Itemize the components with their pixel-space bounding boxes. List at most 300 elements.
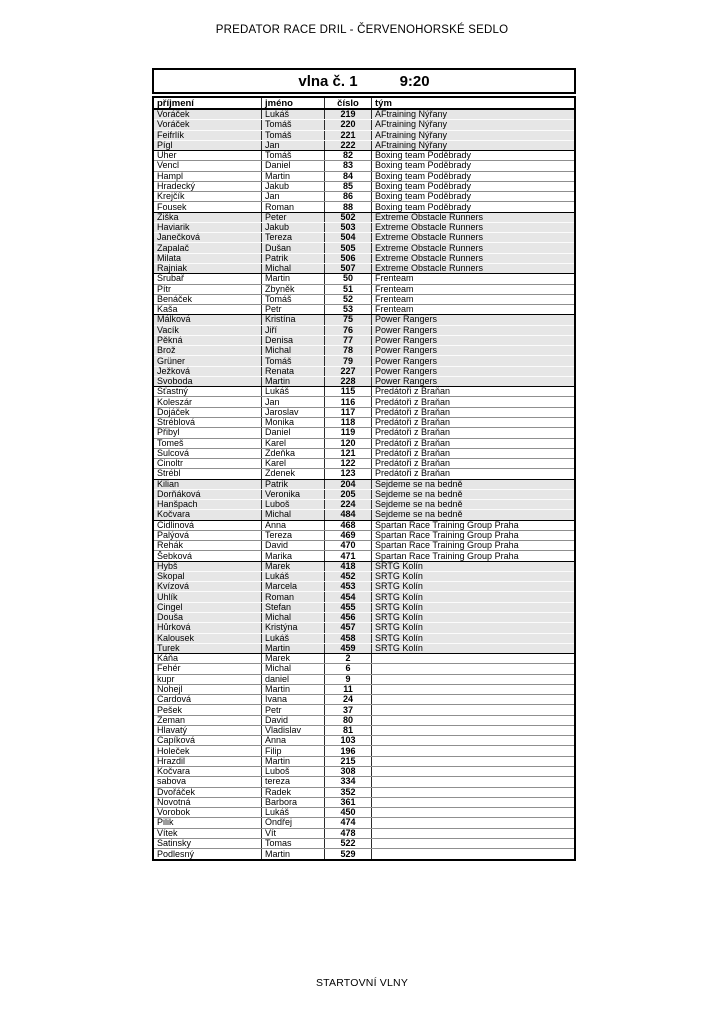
number-cell: 83 xyxy=(325,161,372,170)
number-cell: 484 xyxy=(325,510,372,519)
firstname-cell: Filip xyxy=(262,746,325,755)
surname-cell: Milata xyxy=(154,254,262,263)
team-cell: AFtraining Nýřany xyxy=(375,120,448,130)
table-row xyxy=(154,480,574,490)
surname-cell: Voráček xyxy=(154,120,262,129)
team-cell: Frenteam xyxy=(375,294,414,304)
table-row xyxy=(154,356,574,366)
team-cell: Extreme Obstacle Runners xyxy=(375,243,484,253)
number-cell: 352 xyxy=(325,788,372,797)
surname-cell: Dojáček xyxy=(154,408,262,417)
surname-cell: Uher xyxy=(154,151,262,160)
surname-cell: Ježková xyxy=(154,367,262,376)
team-cell: Power Rangers xyxy=(375,325,438,335)
table-row xyxy=(154,172,574,182)
team-cell xyxy=(372,716,574,725)
number-cell: 2 xyxy=(325,654,372,663)
team-cell: Sejdeme se na bedně xyxy=(375,489,463,499)
firstname-cell: Petr xyxy=(262,705,325,714)
number-cell: 115 xyxy=(325,387,372,396)
table-row xyxy=(154,777,574,787)
firstname-cell: Martin xyxy=(262,172,325,181)
firstname-cell: Lukáš xyxy=(262,808,325,817)
table-grid xyxy=(152,96,576,861)
team-cell: Predátoři z Braňan xyxy=(375,397,451,407)
table-row xyxy=(154,377,574,387)
table-row xyxy=(154,305,574,315)
firstname-cell: Marek xyxy=(262,562,325,571)
team-cell: Predátoři z Braňan xyxy=(375,417,451,428)
firstname-cell: Martin xyxy=(262,377,325,386)
surname-cell: Šrubař xyxy=(154,274,262,283)
table-row xyxy=(154,233,574,243)
surname-cell: Kočvara xyxy=(154,767,262,776)
number-cell: 196 xyxy=(325,746,372,755)
table-row xyxy=(154,223,574,233)
firstname-cell: Vít xyxy=(262,829,325,838)
firstname-cell: Peter xyxy=(262,213,325,222)
number-cell: 122 xyxy=(325,459,372,468)
team-cell: Extreme Obstacle Runners xyxy=(375,212,484,222)
firstname-cell: tereza xyxy=(262,777,325,786)
number-cell: 522 xyxy=(325,839,372,848)
team-cell: Power Rangers xyxy=(375,376,438,387)
team-cell: SRTG Kolín xyxy=(375,561,423,571)
table-row xyxy=(154,120,574,130)
number-cell: 452 xyxy=(325,572,372,581)
team-cell: Boxing team Poděbrady xyxy=(375,151,472,161)
number-cell: 37 xyxy=(325,705,372,714)
team-cell xyxy=(372,705,574,714)
team-cell: Predátoři z Braňan xyxy=(375,459,451,469)
table-row xyxy=(154,346,574,356)
number-cell: 503 xyxy=(325,223,372,232)
firstname-cell: Zbyněk xyxy=(262,285,325,294)
firstname-cell: Denisa xyxy=(262,336,325,345)
firstname-cell: Marika xyxy=(262,551,325,560)
table-body xyxy=(154,110,574,859)
number-cell: 79 xyxy=(325,356,372,365)
team-cell xyxy=(372,695,574,704)
surname-cell: Tomeš xyxy=(154,439,262,448)
number-cell: 117 xyxy=(325,408,372,417)
firstname-cell: Michal xyxy=(262,264,325,273)
firstname-cell: Daniel xyxy=(262,161,325,170)
surname-cell: Čapíková xyxy=(154,736,262,745)
number-cell: 504 xyxy=(325,233,372,242)
team-cell: Boxing team Poděbrady xyxy=(375,192,472,202)
table-row xyxy=(154,131,574,141)
firstname-cell: Jakub xyxy=(262,182,325,191)
surname-cell: Feifrlík xyxy=(154,131,262,140)
number-cell: 478 xyxy=(325,829,372,838)
team-cell: Predátoři z Braňan xyxy=(375,448,451,458)
table-row xyxy=(154,274,574,284)
table-row xyxy=(154,510,574,520)
firstname-cell: Michal xyxy=(262,510,325,519)
table-row xyxy=(154,716,574,726)
number-cell: 75 xyxy=(325,315,372,324)
firstname-cell: Martin xyxy=(262,757,325,766)
surname-cell: Cinoltr xyxy=(154,459,262,468)
firstname-cell: Dušan xyxy=(262,243,325,252)
surname-cell: Štrébl xyxy=(154,469,262,478)
firstname-cell: Michal xyxy=(262,346,325,355)
surname-cell: Douša xyxy=(154,613,262,622)
team-cell: SRTG Kolín xyxy=(375,592,423,602)
wave-label: vlna č. 1 xyxy=(298,72,358,90)
number-cell: 53 xyxy=(325,305,372,314)
surname-cell: Hampl xyxy=(154,172,262,181)
firstname-cell: Petr xyxy=(262,305,325,314)
firstname-cell: Luboš xyxy=(262,500,325,509)
team-cell: Boxing team Poděbrady xyxy=(375,171,472,181)
table-row xyxy=(154,500,574,510)
surname-cell: Šebková xyxy=(154,551,262,560)
table-row xyxy=(154,541,574,551)
firstname-cell: Daniel xyxy=(262,428,325,437)
firstname-cell: Veronika xyxy=(262,490,325,499)
firstname-cell: Patrik xyxy=(262,480,325,489)
number-cell: 51 xyxy=(325,285,372,294)
column-header-firstname: jméno xyxy=(262,98,325,108)
table-row xyxy=(154,592,574,602)
table-row xyxy=(154,192,574,202)
surname-cell: Vorobok xyxy=(154,808,262,817)
number-cell: 85 xyxy=(325,182,372,191)
firstname-cell: Lukáš xyxy=(262,387,325,396)
team-cell: Frenteam xyxy=(375,284,414,294)
team-cell: Spartan Race Training Group Praha xyxy=(375,551,519,561)
number-cell: 474 xyxy=(325,818,372,827)
team-cell: Predátoři z Braňan xyxy=(375,428,451,438)
table-row xyxy=(154,469,574,479)
table-row xyxy=(154,634,574,644)
surname-cell: Benáček xyxy=(154,295,262,304)
table-row xyxy=(154,562,574,572)
team-cell xyxy=(372,849,574,859)
firstname-cell: Jakub xyxy=(262,223,325,232)
column-header-number: číslo xyxy=(325,98,372,108)
team-cell: Power Rangers xyxy=(375,315,438,325)
team-cell xyxy=(372,654,574,663)
firstname-cell: Renata xyxy=(262,367,325,376)
team-cell: SRTG Kolín xyxy=(375,623,423,633)
wave-time: 9:20 xyxy=(399,72,430,90)
table-row xyxy=(154,613,574,623)
number-cell: 121 xyxy=(325,449,372,458)
firstname-cell: Monika xyxy=(262,418,325,427)
firstname-cell: Ondřej xyxy=(262,818,325,827)
table-row xyxy=(154,849,574,859)
surname-cell: Koleszár xyxy=(154,397,262,406)
team-cell: Frenteam xyxy=(375,274,414,284)
team-cell: Spartan Race Training Group Praha xyxy=(375,541,519,551)
table-row xyxy=(154,202,574,212)
team-cell xyxy=(372,726,574,735)
team-cell: Extreme Obstacle Runners xyxy=(375,263,484,274)
table-row xyxy=(154,243,574,253)
firstname-cell: Lukáš xyxy=(262,572,325,581)
number-cell: 505 xyxy=(325,243,372,252)
number-cell: 471 xyxy=(325,551,372,560)
number-cell: 11 xyxy=(325,685,372,694)
firstname-cell: Roman xyxy=(262,202,325,211)
firstname-cell: Michal xyxy=(262,613,325,622)
firstname-cell: Tomas xyxy=(262,839,325,848)
table-row xyxy=(154,664,574,674)
number-cell: 227 xyxy=(325,367,372,376)
team-cell: Extreme Obstacle Runners xyxy=(375,222,484,233)
surname-cell: Svoboda xyxy=(154,377,262,386)
team-cell: SRTG Kolín xyxy=(375,633,423,643)
number-cell: 120 xyxy=(325,439,372,448)
number-cell: 103 xyxy=(325,736,372,745)
table-row xyxy=(154,295,574,305)
table-row xyxy=(154,818,574,828)
team-cell: Sejdeme se na bedně xyxy=(375,510,463,520)
document-title: PREDATOR RACE DRIL - ČERVENOHORSKÉ SEDLO xyxy=(215,24,509,36)
team-cell xyxy=(372,788,574,797)
surname-cell: Kaša xyxy=(154,305,262,314)
team-cell: Spartan Race Training Group Praha xyxy=(375,530,519,541)
team-cell xyxy=(372,675,574,684)
table-row xyxy=(154,182,574,192)
surname-cell: Podlesný xyxy=(154,849,262,859)
firstname-cell: Jan xyxy=(262,141,325,150)
number-cell: 88 xyxy=(325,202,372,211)
firstname-cell: Radek xyxy=(262,788,325,797)
team-cell xyxy=(372,818,574,827)
team-cell xyxy=(372,839,574,848)
surname-cell: Hlavatý xyxy=(154,726,262,735)
team-cell: Sejdeme se na bedně xyxy=(375,479,463,489)
surname-cell: Skopal xyxy=(154,572,262,581)
table-row xyxy=(154,387,574,397)
team-cell: Sejdeme se na bedně xyxy=(375,500,463,510)
number-cell: 219 xyxy=(325,110,372,119)
team-cell: Extreme Obstacle Runners xyxy=(375,253,484,263)
surname-cell: Čardová xyxy=(154,695,262,704)
table-row xyxy=(154,808,574,818)
surname-cell: Kilian xyxy=(154,480,262,489)
number-cell: 205 xyxy=(325,490,372,499)
surname-cell: Kočvara xyxy=(154,510,262,519)
number-cell: 361 xyxy=(325,798,372,807)
number-cell: 507 xyxy=(325,264,372,273)
surname-cell: Cidlinová xyxy=(154,521,262,530)
number-cell: 9 xyxy=(325,675,372,684)
table-row xyxy=(154,315,574,325)
number-cell: 116 xyxy=(325,397,372,406)
number-cell: 78 xyxy=(325,346,372,355)
surname-cell: Pěkná xyxy=(154,336,262,345)
number-cell: 222 xyxy=(325,141,372,150)
surname-cell: Pilik xyxy=(154,818,262,827)
surname-cell: Haviarik xyxy=(154,223,262,232)
column-header-team: tým xyxy=(375,98,392,108)
surname-cell: Zeman xyxy=(154,716,262,725)
number-cell: 458 xyxy=(325,634,372,643)
number-cell: 453 xyxy=(325,582,372,591)
number-cell: 82 xyxy=(325,151,372,160)
firstname-cell: Anna xyxy=(262,736,325,745)
number-cell: 459 xyxy=(325,644,372,653)
firstname-cell: Martin xyxy=(262,274,325,283)
number-cell: 506 xyxy=(325,254,372,263)
number-cell: 52 xyxy=(325,295,372,304)
firstname-cell: daniel xyxy=(262,675,325,684)
table-row xyxy=(154,151,574,161)
number-cell: 123 xyxy=(325,469,372,478)
number-cell: 418 xyxy=(325,562,372,571)
number-cell: 308 xyxy=(325,767,372,776)
surname-cell: Brož xyxy=(154,346,262,355)
firstname-cell: Roman xyxy=(262,592,325,601)
team-cell: Predátoři z Braňan xyxy=(375,438,451,448)
number-cell: 470 xyxy=(325,541,372,550)
surname-cell: Rajniak xyxy=(154,264,262,273)
table-row xyxy=(154,726,574,736)
team-cell xyxy=(372,808,574,817)
table-row xyxy=(154,336,574,346)
surname-cell: Janečková xyxy=(154,233,262,242)
team-cell: Predátoři z Braňan xyxy=(375,469,451,479)
table-row xyxy=(154,551,574,561)
firstname-cell: Patrik xyxy=(262,254,325,263)
surname-cell: sabova xyxy=(154,777,262,786)
table-row xyxy=(154,367,574,377)
team-cell: SRTG Kolín xyxy=(375,613,423,623)
surname-cell: Šatinsky xyxy=(154,839,262,848)
surname-cell: Vacík xyxy=(154,326,262,335)
surname-cell: Štréblová xyxy=(154,418,262,427)
team-cell: Boxing team Poděbrady xyxy=(375,202,472,212)
surname-cell: Hanšpach xyxy=(154,500,262,509)
number-cell: 455 xyxy=(325,603,372,612)
surname-cell: Krejčík xyxy=(154,192,262,201)
surname-cell: kupr xyxy=(154,675,262,684)
number-cell: 457 xyxy=(325,623,372,632)
surname-cell: Hrazdil xyxy=(154,757,262,766)
table-row xyxy=(154,705,574,715)
team-cell xyxy=(372,736,574,745)
table-row xyxy=(154,644,574,654)
number-cell: 24 xyxy=(325,695,372,704)
table-row xyxy=(154,623,574,633)
firstname-cell: Kristýna xyxy=(262,623,325,632)
surname-cell: Hybš xyxy=(154,562,262,571)
firstname-cell: Barbora xyxy=(262,798,325,807)
firstname-cell: David xyxy=(262,716,325,725)
firstname-cell: Zdeňka xyxy=(262,449,325,458)
firstname-cell: Tomáš xyxy=(262,356,325,365)
surname-cell: Kvízová xyxy=(154,582,262,591)
surname-cell: Čingel xyxy=(154,603,262,612)
team-cell: AFtraining Nýřany xyxy=(375,110,448,120)
team-cell: Boxing team Poděbrady xyxy=(375,161,472,171)
team-cell xyxy=(372,798,574,807)
number-cell: 80 xyxy=(325,716,372,725)
firstname-cell: Marek xyxy=(262,654,325,663)
table-row xyxy=(154,110,574,120)
number-cell: 76 xyxy=(325,326,372,335)
number-cell: 220 xyxy=(325,120,372,129)
team-cell: Power Rangers xyxy=(375,366,438,376)
firstname-cell: Tomáš xyxy=(262,295,325,304)
surname-cell: Dorňáková xyxy=(154,490,262,499)
table-row xyxy=(154,449,574,459)
team-cell xyxy=(372,777,574,786)
number-cell: 119 xyxy=(325,428,372,437)
table-row xyxy=(154,829,574,839)
surname-cell: Palýová xyxy=(154,531,262,540)
table-header-row xyxy=(154,98,574,110)
start-list-table xyxy=(152,68,576,861)
column-header-surname: příjmení xyxy=(154,98,262,108)
surname-cell: Uhlík xyxy=(154,592,262,601)
firstname-cell: Štefan xyxy=(262,603,325,612)
team-cell xyxy=(372,757,574,766)
table-row xyxy=(154,572,574,582)
team-cell: SRTG Kolín xyxy=(375,602,423,612)
table-row xyxy=(154,695,574,705)
number-cell: 456 xyxy=(325,613,372,622)
table-row xyxy=(154,397,574,407)
firstname-cell: Jan xyxy=(262,192,325,201)
firstname-cell: Anna xyxy=(262,521,325,530)
surname-cell: Fousek xyxy=(154,202,262,211)
number-cell: 502 xyxy=(325,213,372,222)
team-cell xyxy=(372,685,574,694)
team-cell xyxy=(372,767,574,776)
number-cell: 469 xyxy=(325,531,372,540)
firstname-cell: Tomáš xyxy=(262,151,325,160)
table-row xyxy=(154,603,574,613)
table-row xyxy=(154,582,574,592)
team-cell: Predátoři z Braňan xyxy=(375,387,451,397)
table-row xyxy=(154,459,574,469)
table-row xyxy=(154,418,574,428)
number-cell: 84 xyxy=(325,172,372,181)
surname-cell: Kalousek xyxy=(154,634,262,643)
surname-cell: Hradecký xyxy=(154,182,262,191)
table-row xyxy=(154,439,574,449)
table-row xyxy=(154,264,574,274)
table-row xyxy=(154,767,574,777)
firstname-cell: Luboš xyxy=(262,767,325,776)
surname-cell: Vencl xyxy=(154,161,262,170)
team-cell: Spartan Race Training Group Praha xyxy=(375,520,519,530)
table-row xyxy=(154,685,574,695)
table-row xyxy=(154,490,574,500)
table-row xyxy=(154,254,574,264)
surname-cell: Holeček xyxy=(154,746,262,755)
team-cell: Power Rangers xyxy=(375,335,438,345)
table-row xyxy=(154,788,574,798)
firstname-cell: Jaroslav xyxy=(262,408,325,417)
table-row xyxy=(154,736,574,746)
team-cell: SRTG Kolín xyxy=(375,582,423,592)
team-cell: AFtraining Nýřany xyxy=(375,130,448,140)
team-cell: Power Rangers xyxy=(375,356,438,366)
team-cell: SRTG Kolín xyxy=(375,571,423,582)
table-row xyxy=(154,798,574,808)
surname-cell: Zapalač xyxy=(154,243,262,252)
number-cell: 529 xyxy=(325,849,372,859)
surname-cell: Nohejl xyxy=(154,685,262,694)
firstname-cell: Martin xyxy=(262,644,325,653)
